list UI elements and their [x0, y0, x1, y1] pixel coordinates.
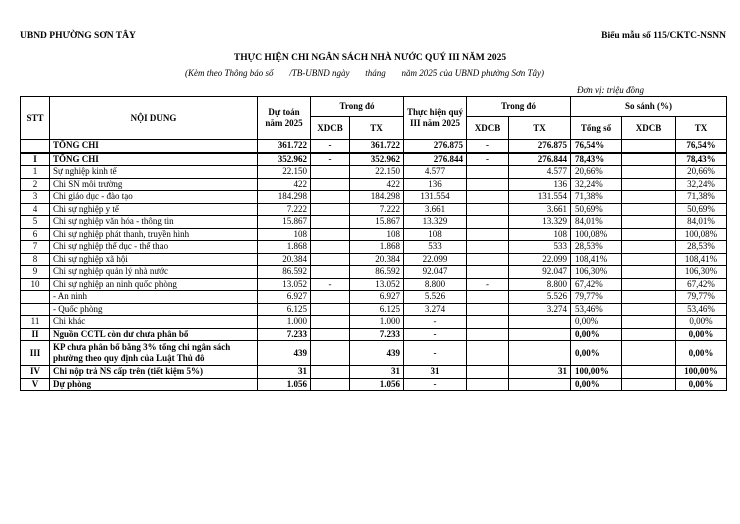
- table-row: [21, 378, 727, 391]
- cell-content: KP chưa phân bổ bằng 3% tổng chi ngân sách phường theo quy định của Luật Thủ đô: [50, 341, 258, 366]
- cell-tx-pct: 84,01%: [676, 216, 727, 229]
- cell-tx-1: 422: [350, 178, 404, 191]
- form-number: Biểu mẫu số 115/CKTC-NSNN: [601, 31, 726, 41]
- header-compare: So sánh (%): [571, 97, 727, 117]
- cell-actual: -: [404, 316, 467, 329]
- cell-tx-2: [509, 328, 571, 341]
- cell-tx-2: 276.844: [509, 153, 571, 166]
- cell-stt: [21, 303, 50, 316]
- cell-xdcb-2: [467, 266, 509, 279]
- cell-tx-pct: 100,08%: [676, 228, 727, 241]
- cell-tx-2: 533: [509, 241, 571, 254]
- cell-estimate: 184.298: [258, 191, 311, 204]
- cell-content: Chi khác: [50, 316, 258, 329]
- cell-estimate: 13.052: [258, 278, 311, 291]
- cell-actual: 31: [404, 366, 467, 379]
- header-xdcb-1: XDCB: [311, 117, 350, 140]
- cell-stt: 11: [21, 316, 50, 329]
- table-row: [21, 303, 727, 316]
- cell-total-pct: 28,53%: [571, 241, 622, 254]
- cell-total-pct: 0,00%: [571, 341, 622, 366]
- cell-tx-pct: 0,00%: [676, 341, 727, 366]
- cell-xdcb-pct: [622, 341, 676, 366]
- table-row: [21, 253, 727, 266]
- cell-actual: 131.554: [404, 191, 467, 204]
- cell-total-pct: 100,08%: [571, 228, 622, 241]
- cell-content: Chi sự nghiệp xã hội: [50, 253, 258, 266]
- cell-total-pct: 0,00%: [571, 316, 622, 329]
- table-row: [21, 203, 727, 216]
- cell-xdcb-1: [311, 253, 350, 266]
- cell-tx-2: [509, 316, 571, 329]
- cell-xdcb-2: [467, 328, 509, 341]
- cell-content: Chi sự nghiệp y tế: [50, 203, 258, 216]
- cell-tx-pct: 0,00%: [676, 378, 727, 391]
- cell-estimate: 86.592: [258, 266, 311, 279]
- table-row: [21, 341, 727, 366]
- cell-tx-2: 108: [509, 228, 571, 241]
- cell-tx-pct: 78,43%: [676, 153, 727, 166]
- cell-actual: 22.099: [404, 253, 467, 266]
- cell-content: Sự nghiệp kinh tế: [50, 166, 258, 179]
- cell-estimate: 22.150: [258, 166, 311, 179]
- table-row: [21, 328, 727, 341]
- cell-xdcb-1: [311, 203, 350, 216]
- cell-estimate: 439: [258, 341, 311, 366]
- cell-xdcb-pct: [622, 253, 676, 266]
- cell-tx-1: 86.592: [350, 266, 404, 279]
- header-tx-pct: TX: [676, 117, 727, 140]
- cell-tx-2: [509, 378, 571, 391]
- unit-label: Đơn vị: triệu đồng: [576, 85, 644, 95]
- table-row: [21, 140, 727, 153]
- header-total-pct: Tổng số: [571, 117, 622, 140]
- cell-actual: 276.875: [404, 140, 467, 153]
- cell-actual: 276.844: [404, 153, 467, 166]
- cell-estimate: 7.233: [258, 328, 311, 341]
- cell-estimate: 422: [258, 178, 311, 191]
- cell-tx-2: 8.800: [509, 278, 571, 291]
- cell-content: Chi sự nghiệp phát thanh, truyền hình: [50, 228, 258, 241]
- cell-estimate: 1.056: [258, 378, 311, 391]
- table-row: [21, 191, 727, 204]
- cell-tx-1: 31: [350, 366, 404, 379]
- cell-actual: 92.047: [404, 266, 467, 279]
- cell-content: - An ninh: [50, 291, 258, 304]
- cell-content: Chi giáo dục - đào tạo: [50, 191, 258, 204]
- cell-xdcb-pct: [622, 216, 676, 229]
- cell-content: TỔNG CHI: [50, 153, 258, 166]
- cell-tx-pct: 32,24%: [676, 178, 727, 191]
- cell-estimate: 7.222: [258, 203, 311, 216]
- cell-xdcb-1: [311, 341, 350, 366]
- cell-xdcb-1: [311, 366, 350, 379]
- cell-xdcb-1: [311, 191, 350, 204]
- cell-xdcb-pct: [622, 303, 676, 316]
- cell-xdcb-1: [311, 378, 350, 391]
- cell-total-pct: 78,43%: [571, 153, 622, 166]
- cell-tx-pct: 100,00%: [676, 366, 727, 379]
- cell-xdcb-2: [467, 241, 509, 254]
- cell-xdcb-pct: [622, 241, 676, 254]
- document-subtitle: (Kèm theo Thông báo số /TB-UBND ngày tháng năm 2025 của UBND phường Sơn Tây): [185, 68, 544, 78]
- cell-xdcb-1: [311, 316, 350, 329]
- cell-tx-1: 1.868: [350, 241, 404, 254]
- cell-xdcb-2: [467, 253, 509, 266]
- cell-stt: IV: [21, 366, 50, 379]
- table-row: [21, 266, 727, 279]
- cell-xdcb-1: [311, 266, 350, 279]
- header-tx-1: TX: [350, 117, 404, 140]
- cell-tx-1: 7.222: [350, 203, 404, 216]
- cell-tx-pct: 0,00%: [676, 328, 727, 341]
- cell-content: Chi nộp trả NS cấp trên (tiết kiệm 5%): [50, 366, 258, 379]
- cell-content: Nguồn CCTL còn dư chưa phân bổ: [50, 328, 258, 341]
- cell-total-pct: 71,38%: [571, 191, 622, 204]
- cell-tx-pct: 0,00%: [676, 316, 727, 329]
- cell-estimate: 15.867: [258, 216, 311, 229]
- cell-stt: [21, 291, 50, 304]
- cell-tx-2: 136: [509, 178, 571, 191]
- cell-xdcb-1: [311, 241, 350, 254]
- cell-actual: 533: [404, 241, 467, 254]
- cell-tx-pct: 71,38%: [676, 191, 727, 204]
- cell-estimate: 31: [258, 366, 311, 379]
- cell-stt: 9: [21, 266, 50, 279]
- cell-xdcb-pct: [622, 278, 676, 291]
- cell-actual: 3.661: [404, 203, 467, 216]
- cell-xdcb-pct: [622, 228, 676, 241]
- cell-xdcb-1: [311, 166, 350, 179]
- cell-tx-1: 6.927: [350, 291, 404, 304]
- cell-tx-1: 439: [350, 341, 404, 366]
- cell-xdcb-1: [311, 303, 350, 316]
- cell-xdcb-2: [467, 203, 509, 216]
- cell-xdcb-pct: [622, 366, 676, 379]
- cell-xdcb-1: [311, 216, 350, 229]
- cell-stt: 6: [21, 228, 50, 241]
- table-row: [21, 216, 727, 229]
- cell-estimate: 20.384: [258, 253, 311, 266]
- cell-tx-pct: 108,41%: [676, 253, 727, 266]
- cell-tx-pct: 53,46%: [676, 303, 727, 316]
- cell-content: Chi sự nghiệp quản lý nhà nước: [50, 266, 258, 279]
- cell-stt: 2: [21, 178, 50, 191]
- cell-xdcb-pct: [622, 178, 676, 191]
- header-xdcb-2: XDCB: [467, 117, 509, 140]
- cell-total-pct: 0,00%: [571, 378, 622, 391]
- cell-xdcb-2: [467, 191, 509, 204]
- table-row: [21, 241, 727, 254]
- cell-xdcb-1: -: [311, 278, 350, 291]
- cell-total-pct: 67,42%: [571, 278, 622, 291]
- cell-xdcb-pct: [622, 140, 676, 153]
- document-title: THỰC HIỆN CHI NGÂN SÁCH NHÀ NƯỚC QUÝ III NĂM 2025: [233, 53, 507, 63]
- cell-xdcb-pct: [622, 203, 676, 216]
- table-row: [21, 166, 727, 179]
- cell-estimate: 1.868: [258, 241, 311, 254]
- cell-tx-1: 22.150: [350, 166, 404, 179]
- cell-total-pct: 50,69%: [571, 203, 622, 216]
- cell-content: - Quốc phòng: [50, 303, 258, 316]
- cell-xdcb-pct: [622, 153, 676, 166]
- cell-xdcb-1: [311, 328, 350, 341]
- cell-stt: 3: [21, 191, 50, 204]
- cell-tx-1: 1.056: [350, 378, 404, 391]
- cell-tx-2: 5.526: [509, 291, 571, 304]
- cell-xdcb-pct: [622, 378, 676, 391]
- cell-xdcb-2: [467, 178, 509, 191]
- cell-xdcb-2: [467, 341, 509, 366]
- cell-xdcb-2: [467, 366, 509, 379]
- cell-stt: 5: [21, 216, 50, 229]
- budget-table: [20, 96, 727, 391]
- cell-tx-1: 15.867: [350, 216, 404, 229]
- cell-tx-1: 7.233: [350, 328, 404, 341]
- cell-tx-pct: 50,69%: [676, 203, 727, 216]
- cell-content: TỔNG CHI: [50, 140, 258, 153]
- header-content: NỘI DUNG: [50, 97, 258, 140]
- cell-tx-pct: 28,53%: [676, 241, 727, 254]
- cell-actual: 108: [404, 228, 467, 241]
- header-tx-2: TX: [509, 117, 571, 140]
- cell-total-pct: 100,00%: [571, 366, 622, 379]
- cell-tx-2: 3.661: [509, 203, 571, 216]
- cell-tx-2: 4.577: [509, 166, 571, 179]
- cell-actual: 5.526: [404, 291, 467, 304]
- cell-stt: 10: [21, 278, 50, 291]
- table-row: [21, 316, 727, 329]
- header-of-which-1: Trong đó: [311, 97, 404, 117]
- cell-estimate: 108: [258, 228, 311, 241]
- cell-estimate: 361.722: [258, 140, 311, 153]
- cell-xdcb-pct: [622, 291, 676, 304]
- cell-total-pct: 108,41%: [571, 253, 622, 266]
- cell-tx-pct: 106,30%: [676, 266, 727, 279]
- cell-xdcb-pct: [622, 166, 676, 179]
- cell-tx-1: 20.384: [350, 253, 404, 266]
- cell-tx-1: 6.125: [350, 303, 404, 316]
- cell-xdcb-2: [467, 228, 509, 241]
- cell-stt: I: [21, 153, 50, 166]
- cell-content: Chi sự nghiệp an ninh quốc phòng: [50, 278, 258, 291]
- cell-content: Dự phòng: [50, 378, 258, 391]
- cell-stt: 8: [21, 253, 50, 266]
- cell-xdcb-pct: [622, 316, 676, 329]
- cell-actual: 13.329: [404, 216, 467, 229]
- cell-xdcb-2: [467, 303, 509, 316]
- cell-tx-pct: 76,54%: [676, 140, 727, 153]
- cell-total-pct: 0,00%: [571, 328, 622, 341]
- cell-xdcb-2: -: [467, 153, 509, 166]
- cell-content: Chi sự nghiệp thể dục - thể thao: [50, 241, 258, 254]
- cell-actual: 136: [404, 178, 467, 191]
- cell-stt: 1: [21, 166, 50, 179]
- cell-tx-2: 31: [509, 366, 571, 379]
- cell-estimate: 352.962: [258, 153, 311, 166]
- cell-xdcb-1: [311, 291, 350, 304]
- cell-tx-2: 276.875: [509, 140, 571, 153]
- cell-tx-pct: 67,42%: [676, 278, 727, 291]
- cell-stt: 4: [21, 203, 50, 216]
- table-row: [21, 278, 727, 291]
- cell-actual: 8.800: [404, 278, 467, 291]
- cell-total-pct: 106,30%: [571, 266, 622, 279]
- cell-xdcb-2: [467, 291, 509, 304]
- cell-xdcb-1: -: [311, 153, 350, 166]
- cell-stt: [21, 140, 50, 153]
- cell-xdcb-1: [311, 228, 350, 241]
- header-xdcb-pct: XDCB: [622, 117, 676, 140]
- cell-actual: -: [404, 378, 467, 391]
- cell-xdcb-2: [467, 166, 509, 179]
- cell-xdcb-2: [467, 378, 509, 391]
- cell-stt: III: [21, 341, 50, 366]
- cell-total-pct: 53,46%: [571, 303, 622, 316]
- cell-tx-2: [509, 341, 571, 366]
- cell-tx-1: 1.000: [350, 316, 404, 329]
- header-actual: Thực hiện quý III năm 2025: [404, 97, 467, 140]
- cell-estimate: 6.125: [258, 303, 311, 316]
- cell-stt: II: [21, 328, 50, 341]
- cell-tx-2: 92.047: [509, 266, 571, 279]
- cell-stt: V: [21, 378, 50, 391]
- cell-estimate: 6.927: [258, 291, 311, 304]
- cell-actual: -: [404, 328, 467, 341]
- header-of-which-2: Trong đó: [467, 97, 571, 117]
- cell-xdcb-2: -: [467, 278, 509, 291]
- cell-content: Chi sự nghiệp văn hóa - thông tin: [50, 216, 258, 229]
- header-estimate: Dự toán năm 2025: [258, 97, 311, 140]
- cell-xdcb-2: [467, 316, 509, 329]
- table-row: [21, 366, 727, 379]
- cell-actual: 4.577: [404, 166, 467, 179]
- cell-tx-1: 13.052: [350, 278, 404, 291]
- cell-xdcb-2: [467, 216, 509, 229]
- organization-name: UBND PHƯỜNG SƠN TÂY: [20, 31, 136, 41]
- cell-tx-2: 131.554: [509, 191, 571, 204]
- cell-total-pct: 76,54%: [571, 140, 622, 153]
- table-row: [21, 178, 727, 191]
- cell-tx-1: 361.722: [350, 140, 404, 153]
- table-row: [21, 291, 727, 304]
- cell-tx-2: 13.329: [509, 216, 571, 229]
- cell-content: Chi SN môi trường: [50, 178, 258, 191]
- header-stt: STT: [21, 97, 50, 140]
- cell-tx-1: 352.962: [350, 153, 404, 166]
- cell-total-pct: 20,66%: [571, 166, 622, 179]
- table-row: [21, 153, 727, 166]
- cell-xdcb-1: -: [311, 140, 350, 153]
- cell-tx-2: 3.274: [509, 303, 571, 316]
- cell-tx-2: 22.099: [509, 253, 571, 266]
- cell-xdcb-2: -: [467, 140, 509, 153]
- cell-tx-1: 108: [350, 228, 404, 241]
- cell-xdcb-pct: [622, 191, 676, 204]
- cell-stt: 7: [21, 241, 50, 254]
- cell-total-pct: 79,77%: [571, 291, 622, 304]
- cell-tx-pct: 79,77%: [676, 291, 727, 304]
- cell-tx-pct: 20,66%: [676, 166, 727, 179]
- cell-actual: 3.274: [404, 303, 467, 316]
- cell-tx-1: 184.298: [350, 191, 404, 204]
- cell-xdcb-1: [311, 178, 350, 191]
- cell-xdcb-pct: [622, 266, 676, 279]
- cell-estimate: 1.000: [258, 316, 311, 329]
- cell-xdcb-pct: [622, 328, 676, 341]
- cell-total-pct: 84,01%: [571, 216, 622, 229]
- table-row: [21, 228, 727, 241]
- cell-actual: -: [404, 341, 467, 366]
- cell-total-pct: 32,24%: [571, 178, 622, 191]
